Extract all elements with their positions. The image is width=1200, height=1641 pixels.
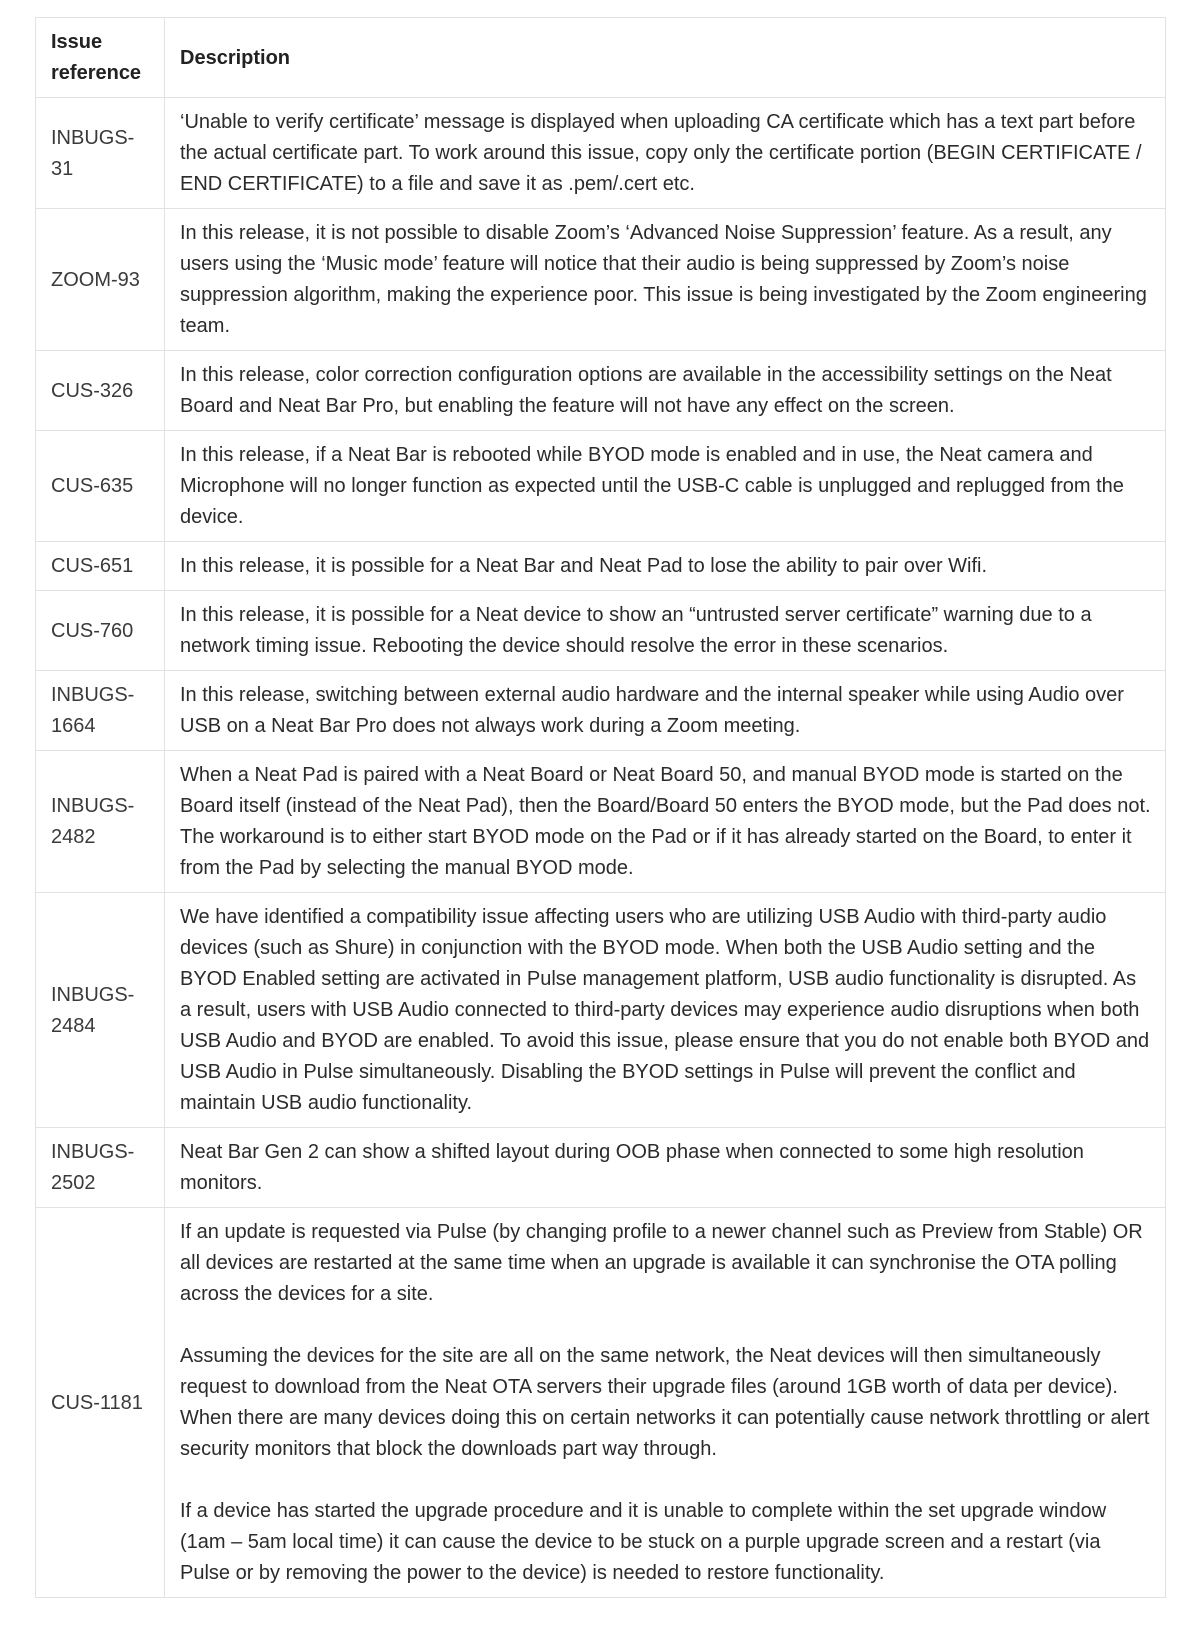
issue-reference-header: Issue reference <box>36 18 165 98</box>
description-paragraph: In this release, it is not possible to disable Zoom’s ‘Advanced Noise Suppression’ feature. As a result, any users using the ‘Music mode’ feature will notice that their audio is being suppressed by Zoom’s noise suppression algorithm, making the experience poor. This issue is being investigated by the Zoom engineering team. <box>180 222 1147 337</box>
description-paragraph: Neat Bar Gen 2 can show a shifted layout during OOB phase when connected to some high resolution monitors. <box>180 1141 1084 1194</box>
known-issues-table-container <box>35 17 1165 1598</box>
issue-reference-cell: INBUGS-1664 <box>36 671 165 751</box>
table-row <box>36 431 1166 542</box>
description-cell <box>165 1208 1166 1598</box>
description-paragraph: In this release, if a Neat Bar is rebooted while BYOD mode is enabled and in use, the Neat camera and Microphone will no longer function as expected until the USB-C cable is unplugged and replugged from the device. <box>180 444 1124 528</box>
description-paragraph: Assuming the devices for the site are all on the same network, the Neat devices will then simultaneously request to download from the Neat OTA servers their upgrade files (around 1GB worth of data per device). When there are many devices doing this on certain networks it can potentially cause network throttling or alert security monitors that block the downloads part way through. <box>180 1345 1150 1460</box>
issue-reference-cell: CUS-635 <box>36 431 165 542</box>
table-row <box>36 209 1166 351</box>
issue-reference-cell: CUS-651 <box>36 542 165 591</box>
issue-reference-cell: INBUGS-2502 <box>36 1128 165 1208</box>
description-cell <box>165 542 1166 591</box>
description-paragraph: ‘Unable to verify certificate’ message is displayed when uploading CA certificate which has a text part before the actual certificate part. To work around this issue, copy only the certificate portion (BEGIN CERTIFICATE / END CERTIFICATE) to a file and save it as .pem/.cert etc. <box>180 111 1142 195</box>
description-paragraph: In this release, switching between external audio hardware and the internal speaker while using Audio over USB on a Neat Bar Pro does not always work during a Zoom meeting. <box>180 684 1124 737</box>
description-cell <box>165 591 1166 671</box>
table-row <box>36 591 1166 671</box>
issue-reference-cell: INBUGS-31 <box>36 98 165 209</box>
description-paragraph: When a Neat Pad is paired with a Neat Board or Neat Board 50, and manual BYOD mode is started on the Board itself (instead of the Neat Pad), then the Board/Board 50 enters the BYOD mode, but the Pad does not. The workaround is to either start BYOD mode on the Pad or if it has already started on the Board, to enter it from the Pad by selecting the manual BYOD mode. <box>180 764 1151 879</box>
table-body <box>36 98 1166 1598</box>
description-cell <box>165 751 1166 893</box>
description-paragraph: If an update is requested via Pulse (by changing profile to a newer channel such as Preview from Stable) OR all devices are restarted at the same time when an upgrade is available it can synchronise the OTA polling across the devices for a site. <box>180 1221 1143 1305</box>
table-row <box>36 893 1166 1128</box>
description-cell <box>165 431 1166 542</box>
description-paragraph: We have identified a compatibility issue affecting users who are utilizing USB Audio with third-party audio devices (such as Shure) in conjunction with the BYOD mode. When both the USB Audio setting and the BYOD Enabled setting are activated in Pulse management platform, USB audio functionality is disrupted. As a result, users with USB Audio connected to third-party devices may experience audio disruptions when both USB Audio and BYOD are enabled. To avoid this issue, please ensure that you do not enable both BYOD and USB Audio in Pulse simultaneously. Disabling the BYOD settings in Pulse will prevent the conflict and maintain USB audio functionality. <box>180 906 1150 1114</box>
description-cell <box>165 351 1166 431</box>
table-row <box>36 751 1166 893</box>
description-cell <box>165 671 1166 751</box>
table-row <box>36 671 1166 751</box>
description-cell <box>165 1128 1166 1208</box>
table-row <box>36 98 1166 209</box>
issue-reference-cell: CUS-1181 <box>36 1208 165 1598</box>
description-paragraph: In this release, color correction configuration options are available in the accessibility settings on the Neat Board and Neat Bar Pro, but enabling the feature will not have any effect on the screen. <box>180 364 1112 417</box>
issue-reference-cell: ZOOM-93 <box>36 209 165 351</box>
issue-reference-cell: CUS-326 <box>36 351 165 431</box>
description-cell <box>165 893 1166 1128</box>
issue-reference-cell: INBUGS-2484 <box>36 893 165 1128</box>
known-issues-table <box>35 17 1166 1598</box>
description-cell <box>165 209 1166 351</box>
table-row <box>36 542 1166 591</box>
table-header-row <box>36 18 1166 98</box>
table-row <box>36 351 1166 431</box>
issue-reference-cell: INBUGS-2482 <box>36 751 165 893</box>
description-header: Description <box>165 18 1166 98</box>
table-row <box>36 1208 1166 1598</box>
description-paragraph: In this release, it is possible for a Neat Bar and Neat Pad to lose the ability to pair over Wifi. <box>180 555 988 577</box>
description-paragraph: In this release, it is possible for a Neat device to show an “untrusted server certificate” warning due to a network timing issue. Rebooting the device should resolve the error in these scenarios. <box>180 604 1092 657</box>
table-row <box>36 1128 1166 1208</box>
description-paragraph: If a device has started the upgrade procedure and it is unable to complete within the set upgrade window (1am – 5am local time) it can cause the device to be stuck on a purple upgrade screen and a restart (via Pulse or by removing the power to the device) is needed to restore functionality. <box>180 1500 1107 1584</box>
issue-reference-cell: CUS-760 <box>36 591 165 671</box>
description-cell <box>165 98 1166 209</box>
